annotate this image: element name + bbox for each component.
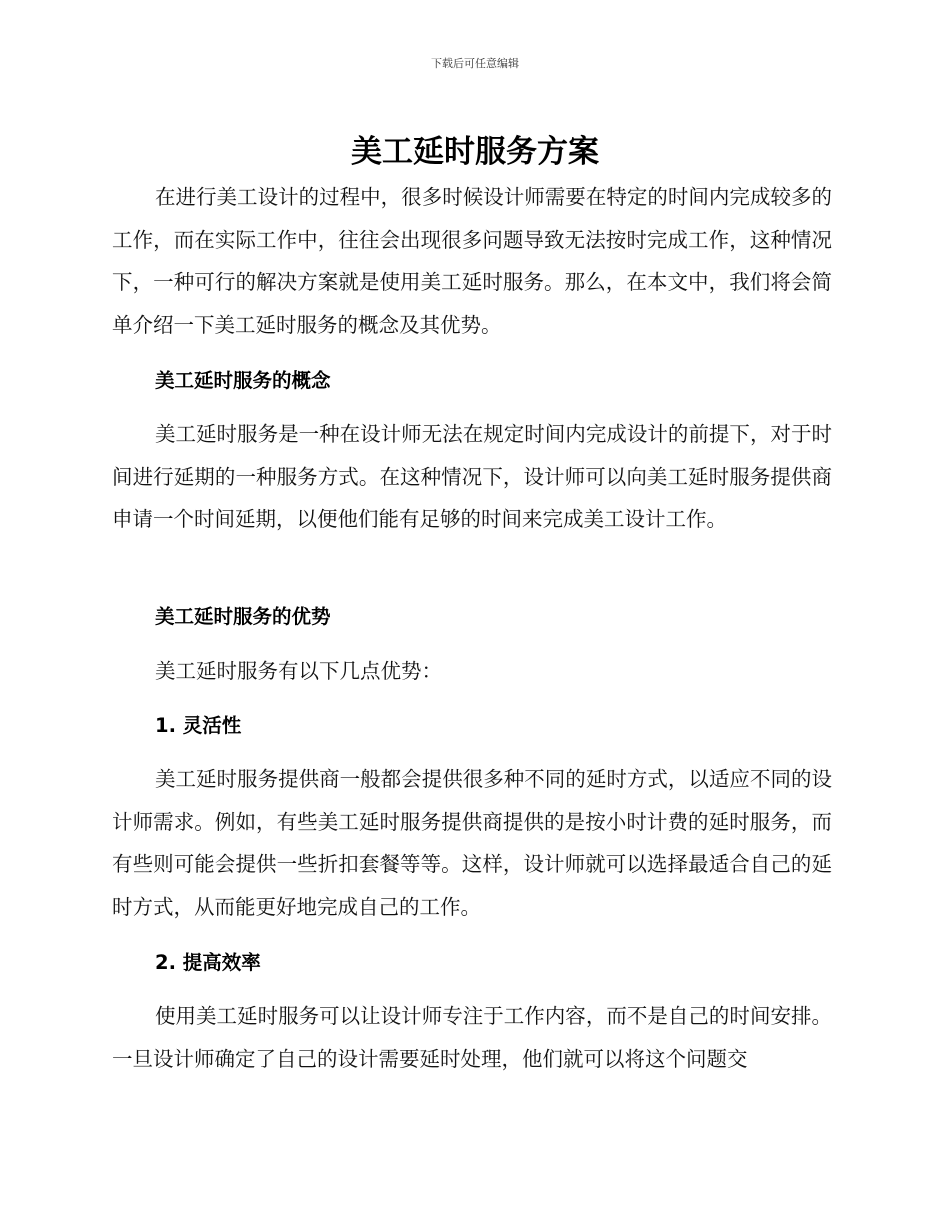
- section-heading-efficiency: 2. 提高效率: [155, 951, 261, 974]
- section-heading-concept: 美工延时服务的概念: [155, 369, 331, 392]
- header-note: 下载后可任意编辑: [431, 57, 519, 70]
- section-paragraph-efficiency: 使用美工延时服务可以让设计师专注于工作内容，而不是自己的时间安排。一旦设计师确定了自己的设计需要延时处理，他们就可以将这个问题交: [112, 1004, 832, 1071]
- section-heading-flexibility: 1. 灵活性: [155, 714, 242, 737]
- section-heading-advantages: 美工延时服务的优势: [155, 605, 331, 628]
- document-title: 美工延时服务方案: [351, 134, 599, 170]
- section-paragraph-concept: 美工延时服务是一种在设计师无法在规定时间内完成设计的前提下，对于时间进行延期的一种服务方式。在这种情况下，设计师可以向美工延时服务提供商申请一个时间延期，以便他们能有足够的时间来完成美工设计工作。: [112, 422, 832, 531]
- section-paragraph-advantages: 美工延时服务有以下几点优势：: [155, 659, 442, 683]
- section-paragraph-flexibility: 美工延时服务提供商一般都会提供很多种不同的延时方式，以适应不同的设计师需求。例如，有些美工延时服务提供商提供的是按小时计费的延时服务，而有些则可能会提供一些折扣套餐等等。这样，设计师就可以选择最适合自己的延时方式，从而能更好地完成自己的工作。: [112, 767, 832, 919]
- intro-paragraph: 在进行美工设计的过程中，很多时候设计师需要在特定的时间内完成较多的工作，而在实际工作中，往往会出现很多问题导致无法按时完成工作，这种情况下，一种可行的解决方案就是使用美工延时服务。那么，在本文中，我们将会简单介绍一下美工延时服务的概念及其优势。: [112, 185, 832, 337]
